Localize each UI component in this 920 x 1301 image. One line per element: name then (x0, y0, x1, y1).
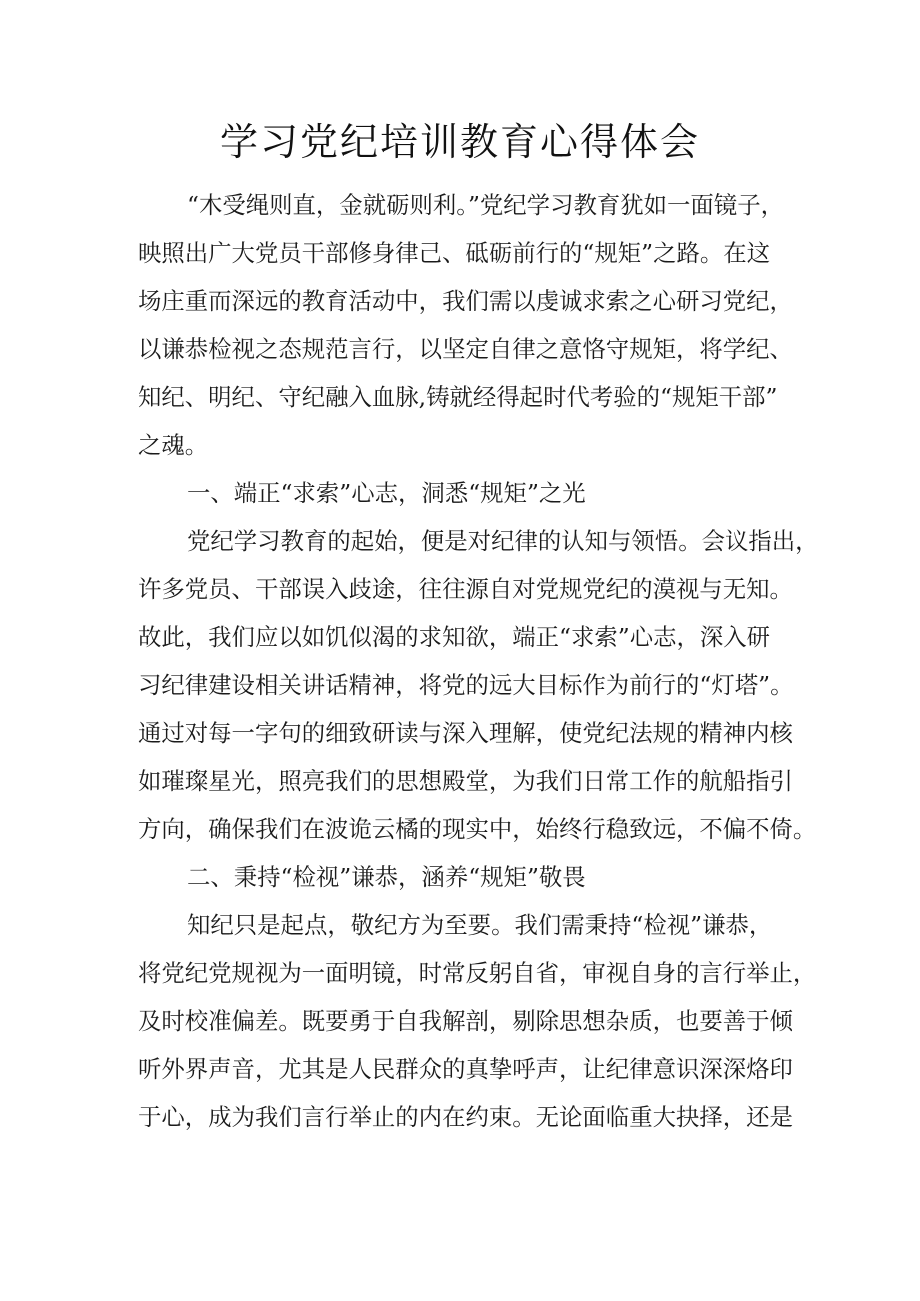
paragraph-line: 许多党员、干部误入歧途，往往源自对党规党纪的漠视与无知。 (138, 575, 793, 603)
paragraph-line: 方向，确保我们在波诡云橘的现实中，始终行稳致远，不偏不倚。 (138, 815, 817, 843)
paragraph-line: 知纪只是起点，敬纪方为至要。我们需秉持“检视”谦恭， (187, 911, 773, 939)
paragraph-line: 映照出广大党员干部修身律己、砥砺前行的“规矩”之路。在这 (138, 239, 771, 267)
paragraph-line: 以谦恭检视之态规范言行，以坚定自律之意恪守规矩，将学纪、 (138, 335, 793, 363)
paragraph-line: 将党纪党规视为一面明镜，时常反躬自省，审视自身的言行举止， (138, 959, 817, 987)
paragraph-line: 故此，我们应以如饥似渴的求知欲，端正“求索”心志，深入研 (138, 623, 771, 651)
paragraph-line: 习纪律建设相关讲话精神，将党的远大目标作为前行的“灯塔”。 (138, 671, 794, 699)
section-heading: 一、端正“求索”心志，洞悉“规矩”之光 (187, 479, 586, 507)
paragraph-line: 及时校准偏差。既要勇于自我解剖，剔除思想杂质，也要善于倾 (138, 1007, 793, 1035)
paragraph-line: 党纪学习教育的起始，便是对纪律的认知与领悟。会议指出， (187, 527, 819, 555)
section-heading: 二、秉持“检视”谦恭，涵养“规矩”敬畏 (187, 863, 586, 891)
document-title: 学习党纪培训教育心得体会 (219, 120, 700, 164)
paragraph-line: 于心，成为我们言行举止的内在约束。无论面临重大抉择，还是 (138, 1103, 793, 1131)
paragraph-line: “木受绳则直，金就砺则利。”党纪学习教育犹如一面镜子， (187, 191, 784, 219)
paragraph-line: 知纪、明纪、守纪融入血脉,铸就经得起时代考验的“规矩干部” (138, 383, 778, 411)
paragraph-line: 之魂。 (138, 431, 209, 459)
paragraph-line: 听外界声音，尤其是人民群众的真挚呼声，让纪律意识深深烙印 (138, 1055, 793, 1083)
paragraph-line: 场庄重而深远的教育活动中，我们需以虔诚求索之心研习党纪， (138, 287, 793, 315)
paragraph-line: 通过对每一字句的细致研读与深入理解，使党纪法规的精神内核 (138, 719, 793, 747)
paragraph-line: 如璀璨星光，照亮我们的思想殿堂，为我们日常工作的航船指引 (138, 767, 793, 795)
